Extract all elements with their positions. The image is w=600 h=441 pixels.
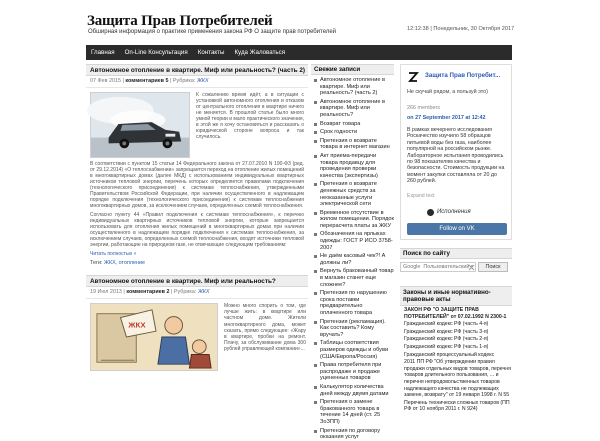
follow-vk-button[interactable]: Follow on VK (407, 223, 507, 235)
post-paragraph: В соответствии с пунктом 15 статьи 14 Федерального закона от 27.07.2010 N 190-ФЗ (ред. от 29.12.2014) «О теплоснабжении» запрещается переход на отопление жилых помещений в многоквартирных домах (далее МКД) с использованием индивидуальных квартирных источников тепловой энергии, перечень которых определяется правилами подключения (технологического присоединения) к системам теплоснабжения, утвержденными Правительством Российской Федерации, при наличии осуществленного в надлежащем порядке подключения (технологического присоединения) к системам теплоснабжения многоквартирных домов, за исключением случаев, определенных схемой теплоснабжения. (90, 161, 304, 209)
recent-post-link[interactable]: Вернуть бракованный товар в магазин станет еще сложнее? (314, 268, 394, 288)
post (86, 275, 308, 369)
post-rubric-link[interactable]: ЖКХ (197, 289, 210, 295)
nav-item-consult[interactable]: On-Line Консультация (124, 49, 188, 56)
recent-post-link[interactable]: Автономное отопление в квартире. Миф или реальность? (часть 2) (314, 77, 394, 97)
recent-post-link[interactable]: Претензия (рекламация). Как составить? Кому вручать? (314, 319, 394, 339)
channel-post-text: В рамках вечернего исследования Роскачество изучило 58 образцов питьевой воды без газа, наиболее популярной на российском рынке. Лабораторное испытания проводились по 98 показателям качества и безопасности. Стоимость продукции на момент закупки составляла от 20 до 260 рублей. (407, 127, 505, 185)
header-datetime: 12:12:38 | Понедельник, 30 Октября 2017 (407, 26, 515, 32)
recent-post-link[interactable]: Срок годности (314, 129, 394, 136)
read-more-link[interactable]: Читать полностью » (90, 251, 137, 257)
post-rubric-label: Рубрика: (173, 289, 197, 295)
recent-posts-title: Свежие записи (311, 64, 394, 75)
post-tags (86, 257, 308, 269)
recent-post-link[interactable]: Претензия о возврате денежных средств за неоказанные услуги электрической сети (314, 181, 394, 207)
main-content (86, 64, 308, 400)
recent-post-link[interactable]: Акт приема-передачи товара продавцу для проведения проверки качества (экспертизы) (314, 153, 394, 179)
law-link[interactable]: Гражданский кодекс РФ (часть 3-я) (404, 328, 489, 335)
post-thumbnail-cartoon[interactable] (90, 303, 218, 371)
recent-post-link[interactable]: Возврат товара (314, 121, 394, 128)
post-title[interactable]: Автономное отопление в квартире. Миф или реальность? (90, 278, 276, 285)
recent-post-link[interactable]: Автономное отопление в квартире. Миф или реальность? (314, 99, 394, 119)
channel-members: 266 members (407, 105, 440, 111)
law-link[interactable]: Перечень технически сложных товаров (ПП РФ от 10 ноября 2011 г. N 924) (404, 399, 510, 413)
clear-search-icon[interactable] (468, 264, 475, 271)
recent-post-link[interactable]: Не даём касовый чек?! А должны ли? (314, 253, 394, 266)
search-widget (400, 248, 512, 274)
laws-title: Законы и иные нормативно-правовые акты (400, 286, 512, 306)
post-body (86, 88, 308, 257)
site-header (82, 0, 516, 44)
post-paragraph: Согласно пункту 44 «Правил подключения к системам теплоснабжения», к перечню индивидуальных квартирных источников тепловой энергии, которые запрещается использовать для отопления жилых помещений в многоквартирных домах при наличии осуществленного в надлежащем порядке подключения к системам теплоснабжения, за исключением случаев, определенных схемой теплоснабжения, входят источники тепловой энергии, работающие на природном газе, не отвечающие следующим требованиям: (90, 212, 304, 248)
search-button[interactable]: Поиск (478, 262, 508, 272)
post-date: 19 Июл 2013 (90, 289, 122, 295)
post-intro: Можно много спорить о том, где лучше жить: в квартире или частном доме. Жители многоквартирного дома, может сказать, прямо следующее: «Жару в квартире, пробки на ремонт. Плачу, за обслуживание дома 300 рублей управляющей компании»... (224, 303, 306, 353)
main-nav (86, 45, 512, 60)
post (86, 64, 308, 269)
tags-label: Теги: (90, 260, 103, 266)
post-rubric-link[interactable]: ЖКХ (196, 78, 209, 84)
right-sidebar (400, 64, 512, 413)
post-comments-link[interactable]: комментариев 5 (125, 78, 169, 84)
channel-post-date[interactable]: on 27 September 2017 at 12:42 (407, 115, 486, 121)
post-rubric-label: Рубрика: (172, 78, 196, 84)
law-link[interactable]: Гражданский кодекс РФ (часть 4-я) (404, 321, 489, 328)
channel-subtitle: Не скучай рядом, а пользуй это) (407, 89, 488, 95)
post-body (86, 299, 308, 369)
recent-post-link[interactable]: Претензия о замене бракованного товара в течение 14 дней (ст. 25 ЗоЗПП) (314, 399, 394, 425)
laws-list (400, 307, 512, 413)
channel-logo-icon (406, 70, 420, 84)
post-title-bar (86, 275, 308, 287)
recent-posts-list (311, 77, 394, 441)
site-description: Обширная информация о практике применения закона РФ О защите прав потребителей (88, 29, 337, 35)
nav-item-complaints[interactable]: Куда Жаловаться (234, 49, 286, 56)
expand-text-link[interactable]: Expand text (407, 193, 435, 199)
post-meta: 19 Июл 2013 | комментариев 2 | Рубрика: ЖКХ (86, 287, 308, 299)
recent-post-link[interactable]: Претензия по нарушению срока поставки предварительно оплаченного товара (314, 290, 394, 316)
cartoon-sign-text: ЖКХ (128, 320, 146, 330)
recent-post-link[interactable]: Обозначения на ярлыках одежды: ГОСТ Р ИСО 3758-2007 (314, 231, 394, 251)
law-link[interactable]: Гражданский кодекс РФ (часть 2-я) (404, 336, 489, 343)
post-date: 07 Фев 2015 (90, 78, 121, 84)
channel-name-link[interactable]: Защита Прав Потребит... (425, 72, 501, 79)
recent-post-link[interactable]: Права потребителя при распродаже и продаже уцененных товаров (314, 362, 394, 382)
recent-posts-widget (311, 64, 394, 441)
laws-widget (400, 286, 512, 413)
search-title: Поиск по сайту (400, 248, 512, 259)
recent-post-link[interactable]: Калькулятор количества дней между двумя датами (314, 384, 394, 397)
channel-signature: Исполнения (437, 209, 471, 215)
recent-post-link[interactable]: Претензия о возврате товара в интернет магазин (314, 138, 394, 151)
law-link[interactable]: ЗАКОН РФ "О ЗАЩИТЕ ПРАВ ПОТРЕБИТЕЛЕЙ" от 07.02.1992 N 2300-1 (404, 307, 507, 320)
recent-post-link[interactable]: Таблицы соответствия размеров одежды и обуви (США/Европа/Россия) (314, 340, 394, 360)
post-meta: 07 Фев 2015 | комментариев 5 | Рубрика: ЖКХ (86, 76, 308, 88)
tag-links[interactable]: ЖКХ, отопление (103, 260, 146, 266)
law-link[interactable]: 2011 ПП РФ "Об утверждении правил продажи отдельных видов товаров, перечня товаров длительного пользования, ... и перечня непродовольственных товаров надлежащего качества не подлежащих замене, возврату" от 19 января 1998 г. N 55 (404, 359, 511, 399)
post-title-bar (86, 64, 308, 76)
recent-post-link[interactable]: Претензия по договору оказания услуг (314, 428, 394, 441)
recent-post-link[interactable]: Временное отсутствие в жилом помещении. Порядок перерасчета платы за ЖКУ (314, 210, 394, 230)
read-more-link-wrap (90, 251, 304, 257)
post-title[interactable]: Автономное отопление в квартире. Миф или реальность? (часть 2) (90, 67, 306, 74)
site-container (82, 0, 516, 441)
nav-item-home[interactable]: Главная (91, 49, 115, 56)
law-link[interactable]: Гражданский кодекс РФ (часть 1-я) (404, 343, 489, 350)
telegram-widget (400, 64, 512, 240)
post-intro: К сожалению время идёт, а в ситуации с установкой автономного отопления и отказом от центрального отопления в квартире ничего не меняется. В прошлой статье было много умной теории и мало практического значения, в этой же я хочу остановиться и рассказать о юридической стороне вопроса и так случилось. (196, 92, 304, 140)
search-input[interactable] (400, 262, 476, 272)
post-comments-link[interactable]: комментариев 2 (126, 289, 170, 295)
search-row (400, 259, 512, 274)
nav-item-contacts[interactable]: Контакты (197, 49, 225, 56)
site-title[interactable]: Защита Прав Потребителей (87, 13, 273, 29)
eye-icon (427, 209, 434, 216)
post-thumbnail-car[interactable] (90, 92, 190, 158)
law-link[interactable]: Гражданский процессуальный кодекс (404, 351, 495, 358)
